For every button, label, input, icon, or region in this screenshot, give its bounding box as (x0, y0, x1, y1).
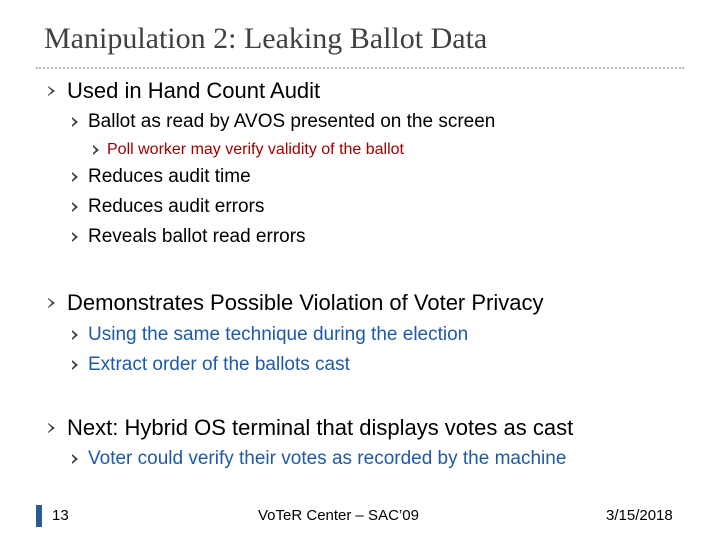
sub-bullet-ballot-avos (72, 111, 495, 133)
sub-bullet-audit-errors (72, 196, 264, 218)
bullet-arrow-icon (72, 330, 78, 340)
sub-bullet-voter-verify (72, 448, 566, 470)
slide-title: Manipulation 2: Leaking Ballot Data (44, 22, 488, 55)
sub-sub-bullet-poll-worker (93, 141, 404, 159)
bullet-text: Demonstrates Possible Violation of Voter Privacy (67, 290, 544, 315)
bullet-text: Used in Hand Count Audit (67, 78, 321, 103)
bullet-text: Extract order of the ballots cast (88, 354, 350, 375)
bullet-text: Using the same technique during the election (88, 324, 469, 345)
page-number: 13 (52, 507, 69, 524)
bullet-voter-privacy (48, 290, 544, 316)
bullet-text: Poll worker may verify validity of the ballot (107, 141, 404, 158)
bullet-arrow-icon (48, 423, 55, 433)
bullet-arrow-icon (72, 202, 78, 212)
bullet-text: Next: Hybrid OS terminal that displays votes as cast (67, 415, 574, 440)
title-divider (36, 67, 684, 69)
bullet-arrow-icon (48, 86, 55, 96)
bullet-hybrid-terminal (48, 415, 573, 441)
sub-bullet-ballot-order (72, 354, 350, 376)
bullet-text: Voter could verify their votes as recorded by the machine (88, 448, 567, 469)
bullet-hand-count-audit (48, 78, 320, 104)
bullet-arrow-icon (93, 145, 99, 155)
bullet-arrow-icon (72, 360, 78, 370)
footer-accent-bar (36, 505, 42, 527)
bullet-arrow-icon (72, 172, 78, 182)
bullet-arrow-icon (48, 298, 55, 308)
bullet-arrow-icon (72, 232, 78, 242)
bullet-text: Ballot as read by AVOS presented on the screen (88, 111, 496, 132)
footer-date: 3/15/2018 (606, 507, 673, 524)
bullet-text: Reduces audit time (88, 166, 251, 187)
bullet-text: Reduces audit errors (88, 196, 265, 217)
sub-bullet-read-errors (72, 226, 306, 248)
bullet-arrow-icon (72, 454, 78, 464)
footer-center-text: VoTeR Center – SAC’09 (258, 507, 419, 524)
sub-bullet-same-technique (72, 324, 468, 346)
bullet-text: Reveals ballot read errors (88, 226, 306, 247)
bullet-arrow-icon (72, 117, 78, 127)
sub-bullet-audit-time (72, 166, 251, 188)
